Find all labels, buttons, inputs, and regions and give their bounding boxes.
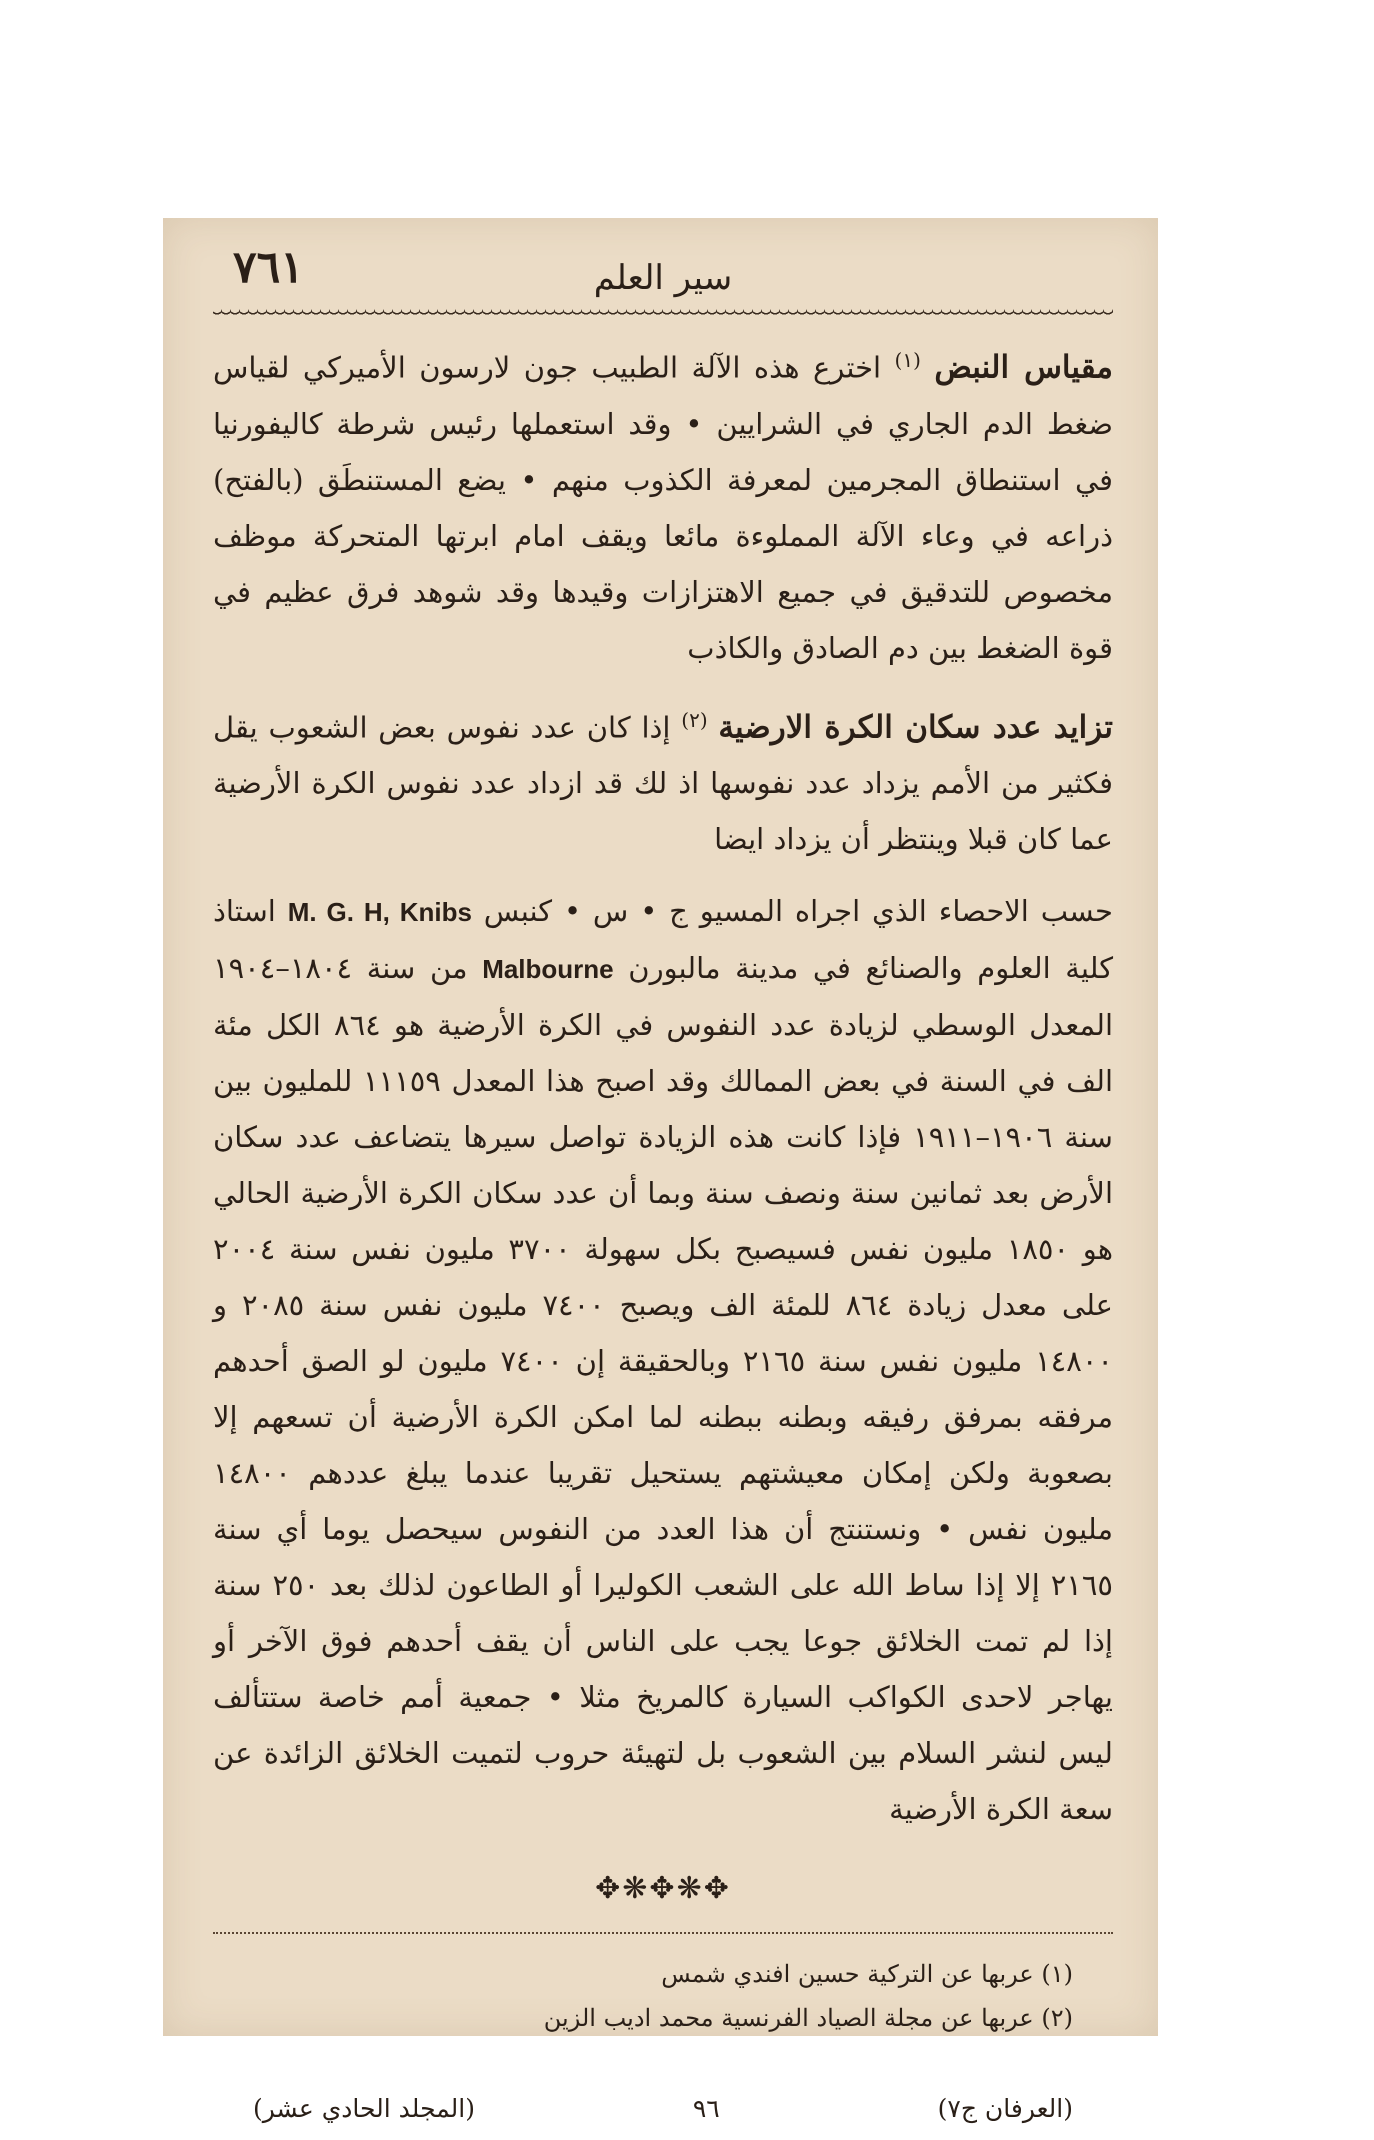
body-text: من سنة ١٨٠٤–١٩٠٤ المعدل الوسطي لزيادة عدد النفوس في الكرة الأرضية هو ٨٦٤ الكل مئة الف في السنة في بعض الممالك وقد اصبح هذا المعدل ١١١٥٩ للمليون بين سنة ١٩٠٦–١٩١١ فإذا كانت هذه الزيادة تواصل سيرها يتضاعف عدد سكان الأرض بعد ثمانين سنة ونصف سنة وبما أن عدد سكان الكرة الأرضية الحالي هو ١٨٥٠ مليون نفس فسيصبح بكل سهولة ٣٧٠٠ مليون نفس سنة ٢٠٠٤ على معدل زيادة ٨٦٤ للمئة الف ويصبح ٧٤٠٠ مليون نفس سنة ٢٠٨٥ و ١٤٨٠٠ مليون نفس سنة ٢١٦٥ وبالحقيقة إن ٧٤٠٠ مليون لو الصق أحدهم مرفقه بمرفق رفيقه وبطنه ببطنه لما امكن الكرة الأرضية أن تسعهم إلا بصعوبة ولكن إمكان معيشتهم يستحيل تقريبا عندما يبلغ عددهم ١٤٨٠٠ مليون نفس • ونستنتج أن هذا العدد من النفوس سيحصل يوما أي سنة ٢١٦٥ إلا إذا ساط الله على الشعب الكوليرا أو الطاعون لذلك بعد ٢٥٠ سنة إذا لم تمت الخلائق جوعا يجب على الناس أن يقف أحدهم فوق الآخر أو يهاجر لاحدى الكواكب السيارة كالمريخ مثلا • جمعية أمم خاصة ستتألف ليس لنشر السلام بين الشعوب بل لتهيئة حروب لتميت الخلائق الزائدة عن سعة الكرة الأرضية [213, 951, 1114, 1827]
footnote-ref: (٢) [681, 707, 708, 732]
page-number: ٧٦١ [233, 242, 304, 293]
latin-name: M. G. H, Knibs [287, 897, 472, 928]
ornament-divider: ✥❋✥❋✥ [595, 1871, 731, 1907]
footnote-1: (١) عربها عن التركية حسين افندي شمس [661, 1960, 1073, 1989]
footer-journal: (العرفان ج٧) [937, 2094, 1073, 2124]
article-population [213, 692, 1113, 868]
footnotes [213, 1952, 1113, 2040]
footnote-ref: (١) [894, 348, 921, 372]
body-text: استاذ كلية العلوم والصنائع في مدينة مالبورن [213, 894, 1114, 986]
latin-place: Malbourne [482, 954, 614, 985]
article-body: اخترع هذه الآلة الطبيب جون لارسون الأميركي لقياس ضغط الدم الجاري في الشرايين • وقد استعملها رئيس شرطة كاليفورنيا في استنطاق المجرمين لمعرفة الكذوب منهم • يضع المستنطَق (بالفتح) ذراعه في وعاء الآلة المملوءة مائعا ويقف امام ابرتها المتحركة موظف مخصوص للتدقيق في جميع الاهتزازات وقيدها وقد شوهد فرق عظيم في قوة الضغط بين دم الصادق والكاذب [213, 350, 1113, 665]
footnote-2: (٢) عربها عن مجلة الصياد الفرنسية محمد اديب الزين [543, 2004, 1073, 2033]
header-divider [213, 308, 1113, 320]
article-pulse-meter [213, 332, 1113, 676]
page-header [213, 238, 1113, 298]
page-content [213, 238, 1113, 2123]
page-footer [213, 2094, 1113, 2123]
scanned-page [163, 218, 1158, 2124]
article-intro: إذا كان عدد نفوس بعض الشعوب يقل فكثير من الأمم يزداد عدد نفوسها اذ لك قد ازداد عدد نفوس الكرة الأرضية عما كان قبلا وينتظر أن يزداد ايضا [213, 710, 1113, 857]
article-population-body [213, 883, 1113, 1837]
article-title: تزايد عدد سكان الكرة الارضية [718, 709, 1114, 746]
footnote-divider [213, 1932, 1113, 1934]
body-text: حسب الاحصاء الذي اجراه المسيو ج • س • كنبس [483, 894, 1113, 929]
footer-page: ٩٦ [692, 2094, 720, 2124]
article-title: مقياس النبض [934, 349, 1114, 386]
running-title: سير العلم [593, 258, 733, 298]
footer-volume: (المجلد الحادي عشر) [253, 2094, 475, 2124]
